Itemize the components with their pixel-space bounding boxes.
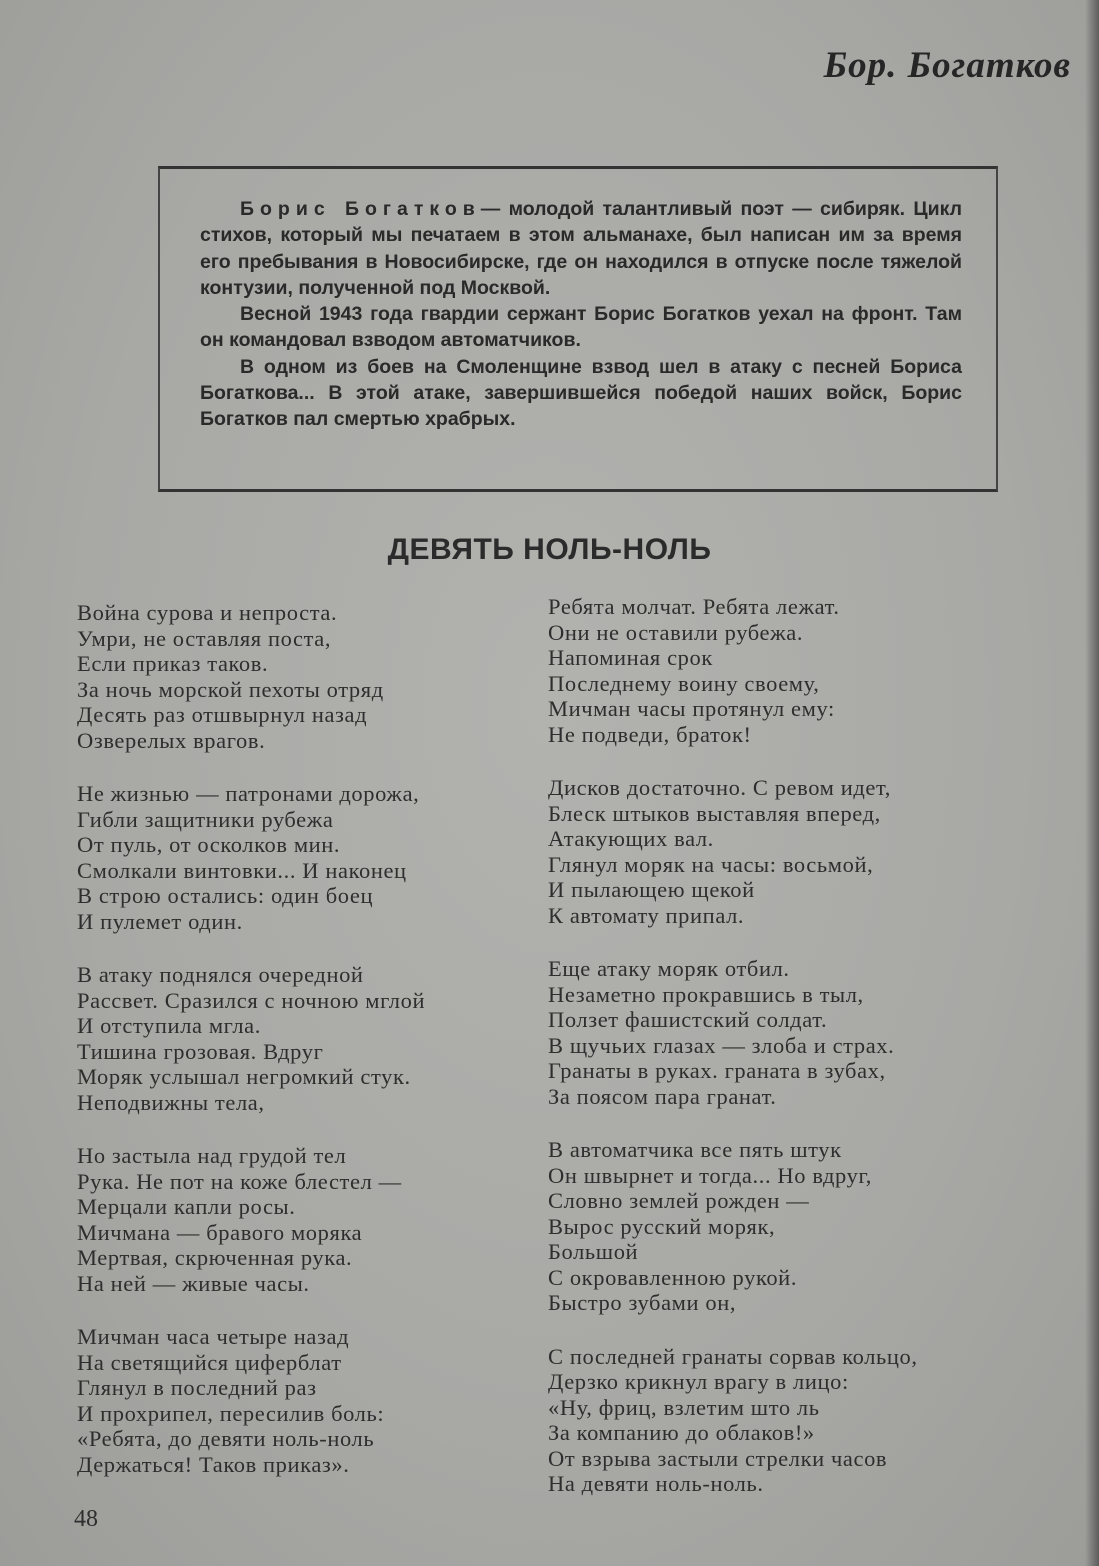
poem-line: Дерзко крикнул врагу в лицо:	[548, 1369, 849, 1394]
poem-line: Глянул моряк на часы: восьмой,	[548, 851, 874, 877]
poem-line: Мертвая, скрюченная рука.	[77, 1245, 353, 1270]
poem-line: За компанию до облаков!»	[548, 1420, 815, 1445]
stanza	[548, 775, 1018, 928]
poem-line: Словно землей рожден —	[548, 1188, 810, 1213]
poem-line: Если приказ таков.	[77, 651, 269, 676]
poem-line: Ребята молчат. Ребята лежат.	[548, 594, 840, 619]
poem-line: Озверелых врагов.	[77, 727, 266, 753]
poem-line: Ползет фашистский солдат.	[548, 1007, 828, 1032]
poem-line: Вырос русский моряк,	[548, 1213, 776, 1239]
poem-line: С окровавленною рукой.	[548, 1264, 798, 1290]
poem-line: На светящийся циферблат	[77, 1349, 342, 1375]
poem-line: Неподвижны тела,	[77, 1089, 265, 1115]
bio-paragraph-1	[200, 196, 962, 301]
stanza	[77, 1143, 527, 1296]
poem-line: На ней — живые часы.	[77, 1270, 310, 1296]
poem-line: К автомату припал.	[548, 902, 745, 928]
poem-line: Быстро зубами он,	[548, 1290, 737, 1315]
poem-column-left	[77, 600, 527, 1505]
poem-line: С последней гранаты сорвав кольцо,	[548, 1343, 918, 1369]
poem-line: Десять раз отшвырнул назад	[77, 702, 368, 727]
poem-line: За ночь морской пехоты отряд	[77, 676, 384, 702]
poem-line: Мичмана — бравого моряка	[77, 1219, 363, 1245]
poem-line: Рука. Не пот на коже блестел —	[77, 1168, 402, 1194]
poem-line: Незаметно прокравшись в тыл,	[548, 981, 864, 1007]
stanza	[548, 594, 1018, 747]
poem-line: Блеск штыков выставляя вперед,	[548, 800, 881, 826]
poem-line: Гибли защитники рубежа	[77, 806, 334, 832]
poem-line: Рассвет. Сразился с ночною мглой	[77, 987, 426, 1013]
poem-line: И пулемет один.	[77, 908, 243, 934]
poem-line: И отступила мгла.	[77, 1013, 261, 1038]
stanza	[548, 1137, 1018, 1316]
poem-line: Атакующих вал.	[548, 826, 714, 851]
poem-line: Не жизнью — патронами дорожа,	[77, 781, 420, 806]
stanza	[77, 781, 527, 934]
stanza	[548, 1344, 1018, 1497]
poem-line: Мерцали капли росы.	[77, 1194, 296, 1219]
poem-line: За поясом пара гранат.	[548, 1083, 777, 1109]
page-number: 48	[74, 1506, 98, 1532]
poem-line: В автоматчика все пять штук	[548, 1137, 842, 1162]
stanza	[77, 962, 527, 1115]
poem-line: На девяти ноль-ноль.	[548, 1471, 764, 1496]
poem-line: В щучьих глазах — злоба и страх.	[548, 1032, 895, 1058]
poem-line: Умри, не оставляя поста,	[77, 625, 332, 651]
poem-line: И прохрипел, пересилив боль:	[77, 1400, 385, 1426]
poem-line: Еще атаку моряк отбил.	[548, 956, 790, 981]
poem-line: Смолкали винтовки... И наконец	[77, 857, 407, 883]
poem-line: Моряк услышал негромкий стук.	[77, 1064, 411, 1089]
poem-line: В строю остались: один боец	[77, 883, 374, 908]
page-edge-shadow	[1085, 0, 1099, 1566]
poem-line: Последнему воину своему,	[548, 670, 820, 696]
poem-line: Но застыла над грудой тел	[77, 1143, 347, 1168]
stanza	[77, 600, 527, 753]
poem-line: «Ну, фриц, взлетим што ль	[548, 1394, 820, 1420]
poem-line: От взрыва застыли стрелки часов	[548, 1445, 888, 1471]
bio-paragraph-3: В одном из боев на Смоленщине взвод шел в атаку с песней Бориса Богаткова... В этой атаке, завершившейся победой наших войск, Борис Богатков пал смертью храбрых.	[200, 355, 962, 431]
poem-line: Мичман часы протянул ему:	[548, 696, 835, 721]
poem-line: Он швырнет и тогда... Но вдруг,	[548, 1162, 872, 1188]
poem-column-right	[548, 594, 1018, 1525]
stanza	[548, 956, 1018, 1109]
poem-line: Они не оставили рубежа.	[548, 619, 804, 645]
poem-title: ДЕВЯТЬ НОЛЬ-НОЛЬ	[387, 533, 712, 566]
author-bio	[200, 196, 962, 433]
author-header: Бор. Богатков	[823, 45, 1071, 86]
poem-line: Война сурова и непроста.	[77, 600, 338, 625]
poem-line: Глянул в последний раз	[77, 1375, 317, 1400]
bio-paragraph-1-text: — молодой талантливый поэт — сибиряк. Цикл стихов, который мы печатаем в этом альманахе, был написан им за время его пребывания в Новосибирске, где он находился в отпуске после тяжелой контузии, полученной под Москвой.	[200, 198, 962, 299]
poem-line: Держаться! Таков приказ».	[77, 1451, 350, 1477]
bio-paragraph-2: Весной 1943 года гвардии сержант Борис Богатков уехал на фронт. Там он командовал взводом автоматчиков.	[200, 303, 962, 352]
bio-author-name: Борис Богатков	[240, 198, 481, 220]
poem-line: Тишина грозовая. Вдруг	[77, 1038, 324, 1064]
poem-line: От пуль, от осколков мин.	[77, 832, 341, 857]
poem-line: Мичман часа четыре назад	[77, 1324, 350, 1349]
poem-line: «Ребята, до девяти ноль-ноль	[77, 1426, 375, 1451]
poem-line: Дисков достаточно. С ревом идет,	[548, 775, 891, 800]
poem-line: Гранаты в руках. граната в зубах,	[548, 1058, 886, 1083]
poem-line: Напоминая срок	[548, 645, 713, 670]
poem-line: Большой	[548, 1239, 639, 1264]
poem-line: Не подведи, браток!	[548, 721, 752, 747]
poem-line: В атаку поднялся очередной	[77, 962, 364, 987]
poem-line: И пылающею щекой	[548, 877, 755, 902]
stanza	[77, 1324, 527, 1477]
